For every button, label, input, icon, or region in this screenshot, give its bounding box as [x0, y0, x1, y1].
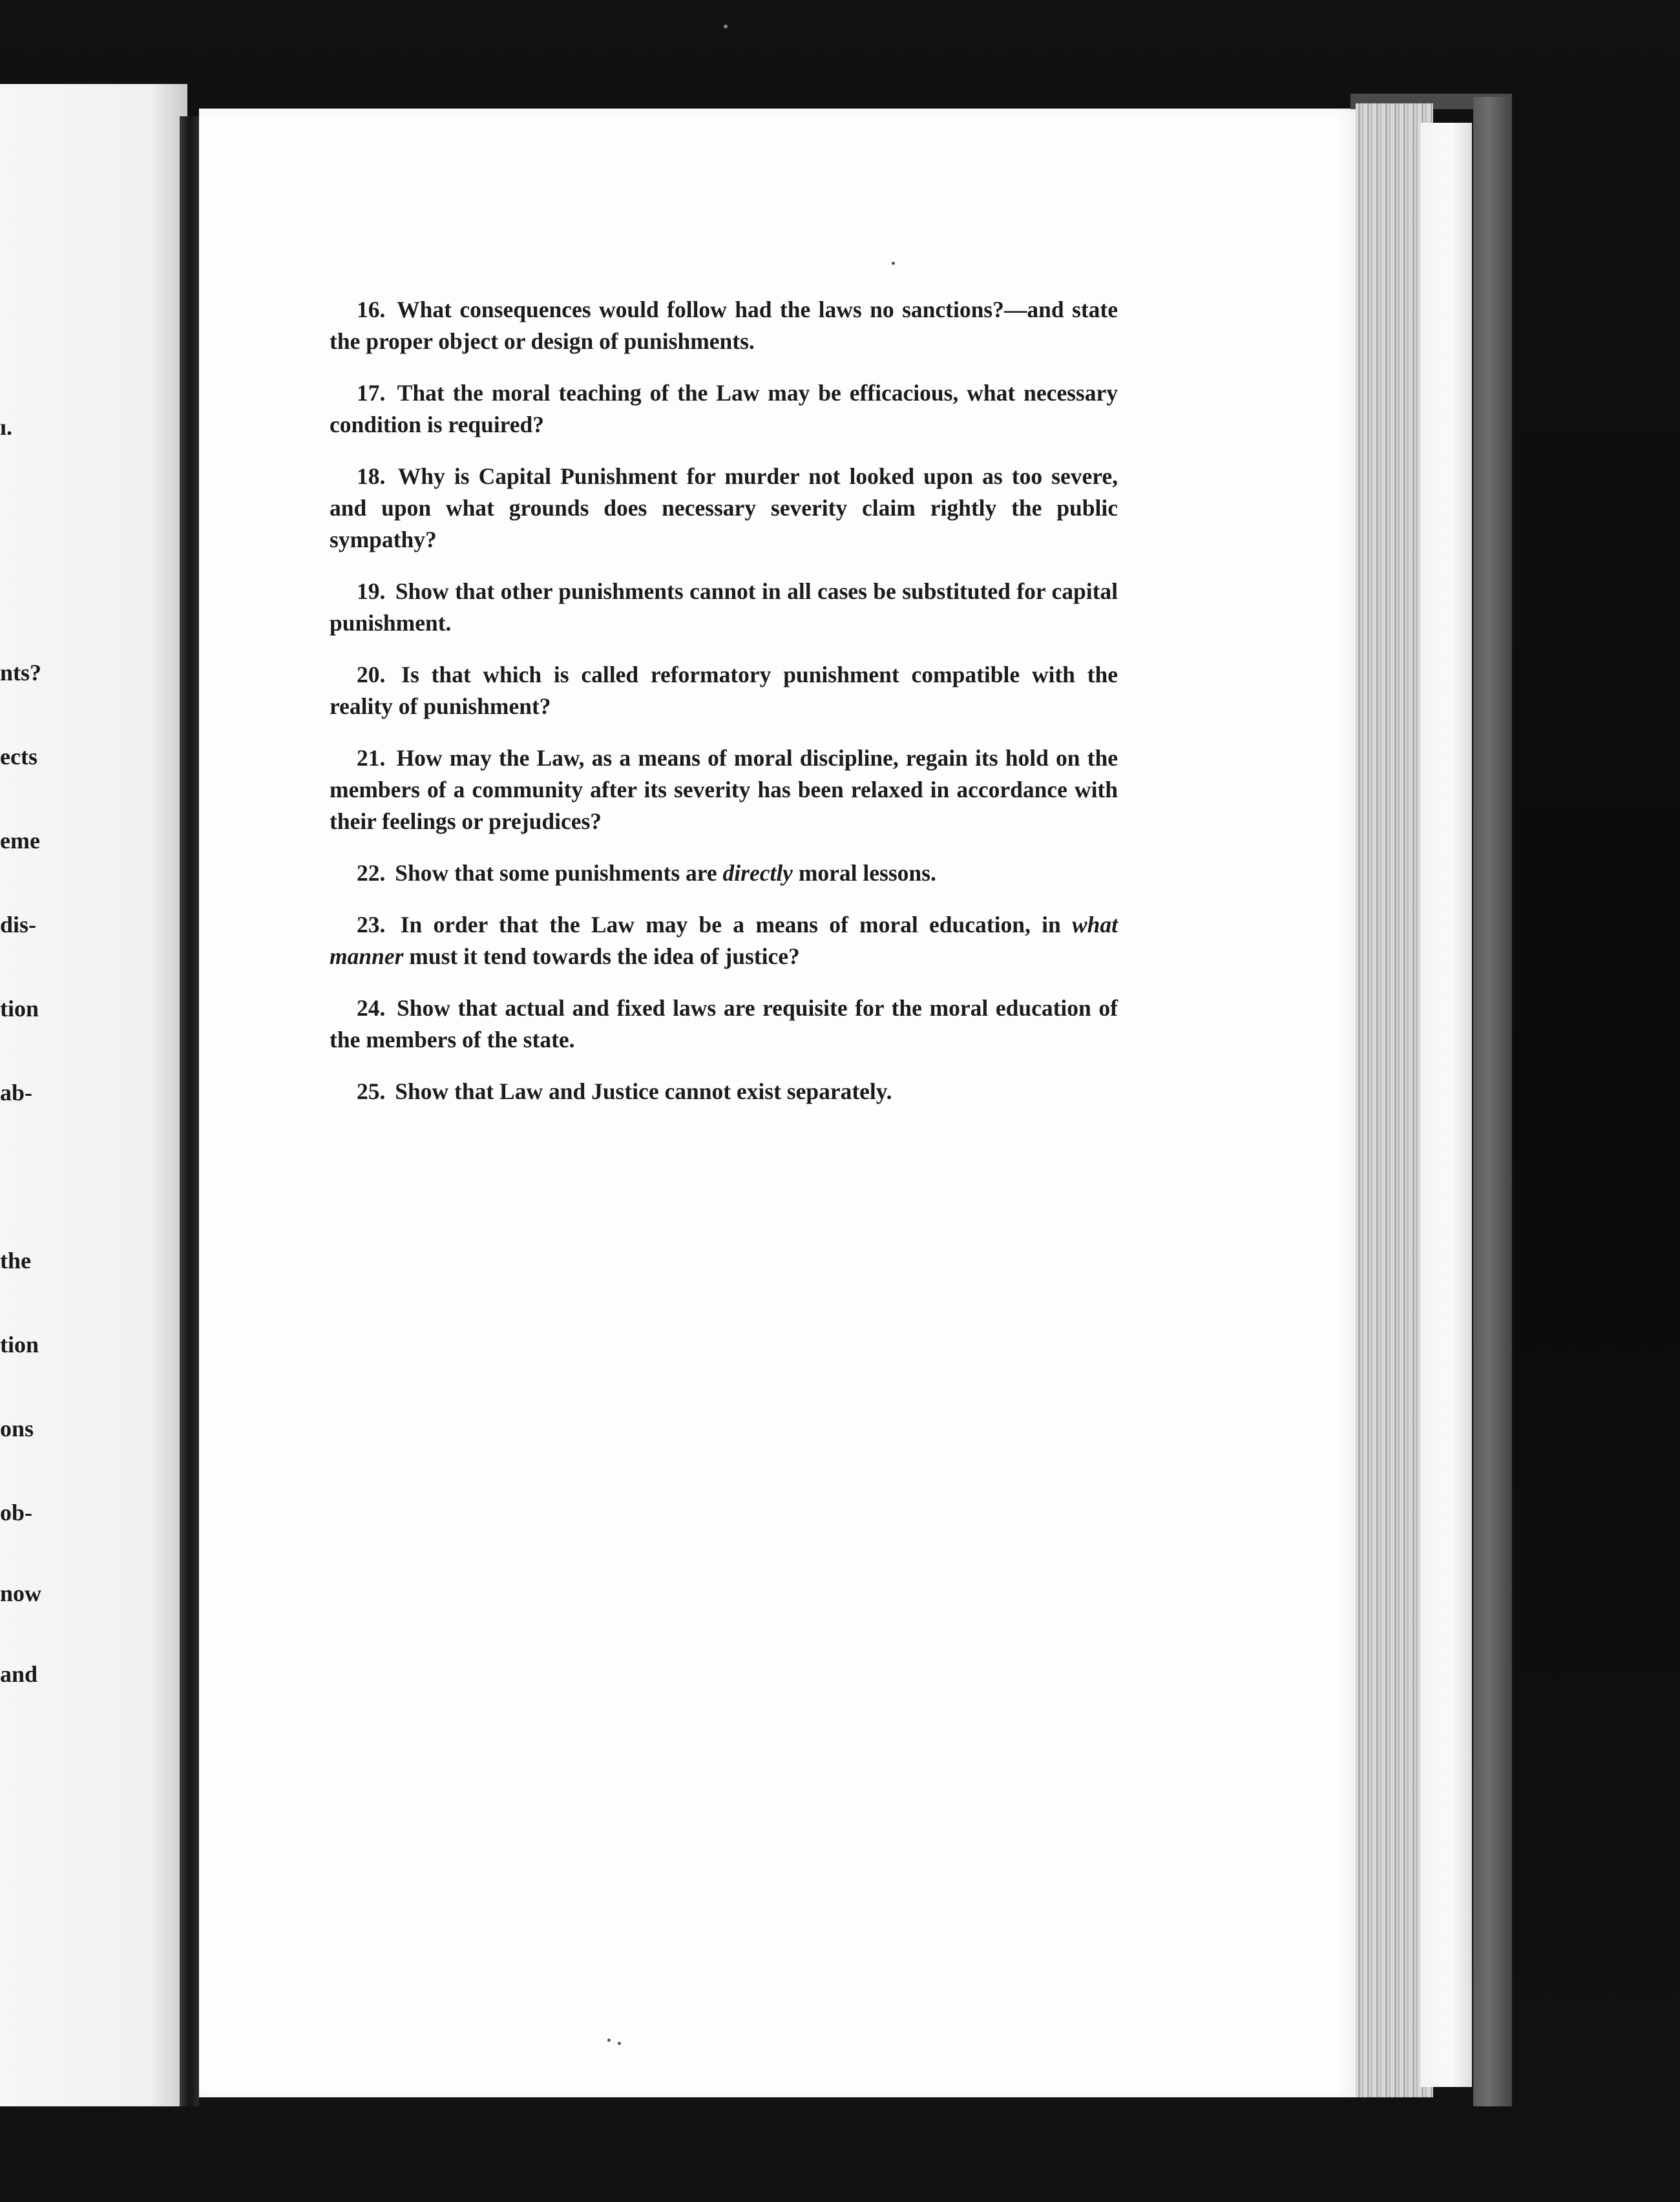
- question-number: 19.: [357, 578, 386, 604]
- question-text: Show that Law and Justice cannot exist separately.: [395, 1078, 892, 1104]
- question-number: 25.: [357, 1078, 386, 1104]
- question-number: 22.: [357, 860, 386, 886]
- speck: [607, 2039, 611, 2042]
- left-page-fragment: the: [0, 1248, 31, 1274]
- question-text-after: must it tend towards the idea of justice?: [403, 943, 800, 969]
- left-page-fragment: tion: [0, 996, 39, 1022]
- left-facing-page: [0, 84, 187, 2106]
- question-text-before: In order that the Law may be a means of moral education, in: [400, 912, 1072, 938]
- question-text: That the moral teaching of the Law may be efficacious, what necessary condition is required?: [330, 380, 1118, 437]
- question-number: 18.: [357, 463, 386, 489]
- left-page-fragment: eme: [0, 828, 40, 854]
- question-number: 24.: [357, 995, 386, 1021]
- question-number: 21.: [357, 745, 386, 771]
- left-page-fragment: and: [0, 1661, 38, 1687]
- left-page-fragment: ı.: [0, 414, 13, 440]
- left-page-fragment: now: [0, 1580, 42, 1606]
- left-page-fragment: ab-: [0, 1080, 33, 1106]
- left-page-fragment: ons: [0, 1416, 34, 1442]
- question-text-italic: what manner: [330, 912, 1118, 969]
- question-23: [330, 909, 1118, 972]
- question-text-italic: directly: [722, 860, 793, 886]
- left-page-fragment: tion: [0, 1332, 39, 1358]
- question-17: [330, 377, 1118, 441]
- question-20: [330, 659, 1118, 722]
- question-22: [330, 857, 1118, 889]
- question-text-before: Show that some punishments are: [395, 860, 723, 886]
- page-edges-light: [1420, 123, 1472, 2087]
- question-number: 17.: [357, 380, 386, 406]
- speck: [724, 25, 728, 28]
- question-18: [330, 461, 1118, 556]
- left-page-fragment: nts?: [0, 660, 42, 686]
- speck: [892, 262, 895, 265]
- left-page-fragment: ects: [0, 744, 37, 770]
- book-cover: [1473, 97, 1512, 2106]
- question-number: 20.: [357, 662, 386, 687]
- question-text-after: moral lessons.: [792, 860, 936, 886]
- left-page-fragment: dis-: [0, 912, 37, 938]
- left-page-fragment: ob-: [0, 1500, 33, 1526]
- question-number: 23.: [357, 912, 386, 938]
- question-number: 16.: [357, 297, 386, 322]
- question-text: Why is Capital Punishment for murder not looked upon as too severe, and upon what grounds does necessary severity claim rightly the public sympathy?: [330, 463, 1118, 552]
- question-16: [330, 294, 1118, 357]
- book-gutter: [180, 116, 199, 2106]
- speck: [618, 2042, 621, 2045]
- question-19: [330, 576, 1118, 639]
- question-text: What consequences would follow had the laws no sanctions?—and state the proper object or design of punishments.: [330, 297, 1118, 354]
- question-text: Is that which is called reformatory punishment compatible with the reality of punishment?: [330, 662, 1118, 719]
- question-text: Show that other punishments cannot in all cases be substituted for capital punishment.: [330, 578, 1118, 636]
- question-25: [330, 1076, 1118, 1107]
- question-21: [330, 742, 1118, 837]
- question-text: How may the Law, as a means of moral discipline, regain its hold on the members of a community after its severity has been relaxed in accordance with their feelings or prejudices?: [330, 745, 1118, 834]
- question-24: [330, 992, 1118, 1056]
- question-list: [330, 294, 1118, 1127]
- question-text: Show that actual and fixed laws are requisite for the moral education of the members of the state.: [330, 995, 1118, 1053]
